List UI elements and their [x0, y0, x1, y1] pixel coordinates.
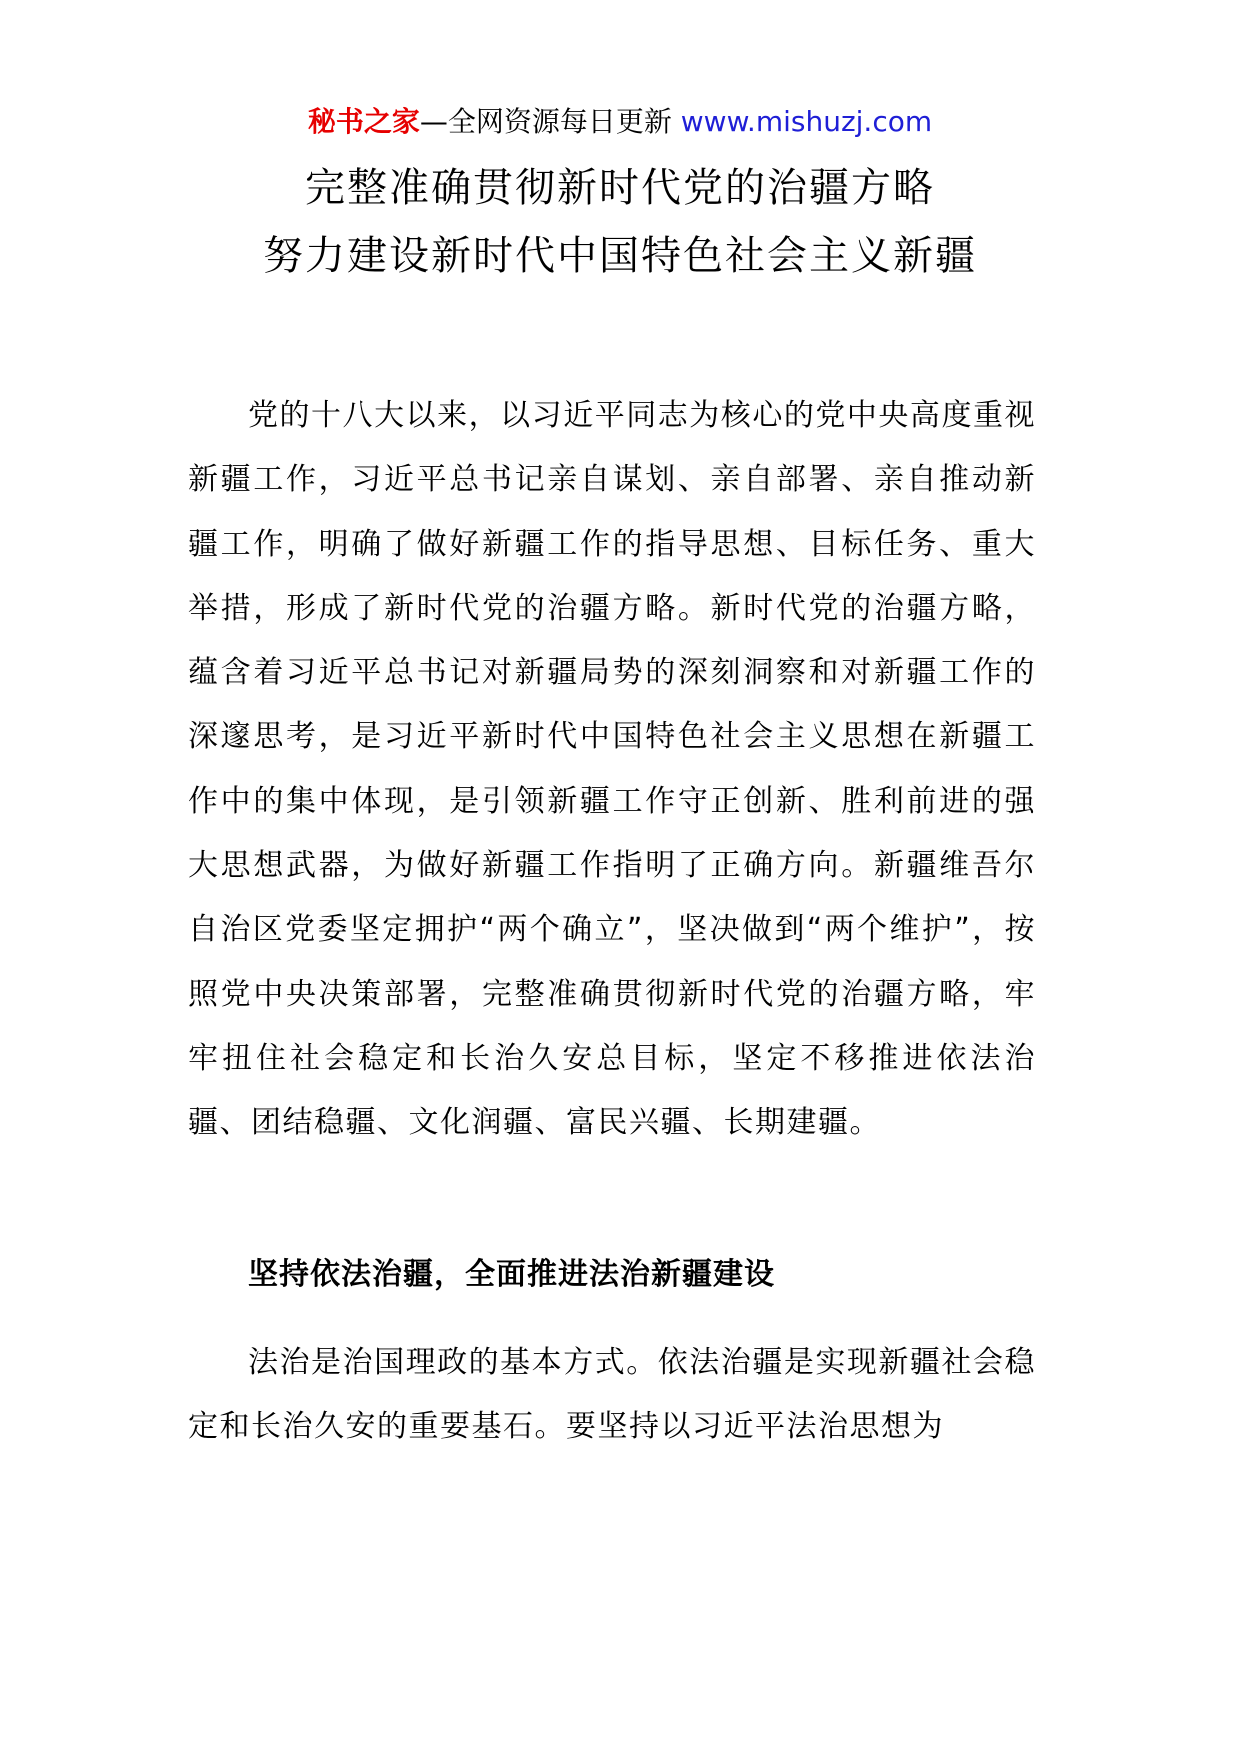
body-paragraph-2: 法治是治国理政的基本方式。依法治疆是实现新疆社会稳定和长治久安的重要基石。要坚持以习近平法治思想为: [188, 1345, 1036, 1445]
brand-name: 秘书之家: [307, 105, 420, 138]
body-paragraph-1: 党的十八大以来，以习近平同志为核心的党中央高度重视新疆工作，习近平总书记亲自谋划、亲自部署、亲自推动新疆工作，明确了做好新疆工作的指导思想、目标任务、重大举措，形成了新时代党的治疆方略。新时代党的治疆方略，蕴含着习近平总书记对新疆局势的深刻洞察和对新疆工作的深邃思考，是习近平新时代中国特色社会主义思想在新疆工作中的集中体现，是引领新疆工作守正创新、胜利前进的强大思想武器，为做好新疆工作指明了正确方向。新疆维吾尔自治区党委坚定拥护“两个确立”，坚决做到“两个维护”，按照党中央决策部署，完整准确贯彻新时代党的治疆方略，牢牢扭住社会稳定和长治久安总目标，坚定不移推进依法治疆、团结稳疆、文化润疆、富民兴疆、长期建疆。: [188, 398, 1036, 1141]
document-title-line-1: 完整准确贯彻新时代党的治疆方略: [305, 165, 935, 211]
site-header: [0, 102, 1240, 142]
section-heading: 坚持依法治疆，全面推进法治新疆建设: [248, 1257, 775, 1292]
document-title-line-2: 努力建设新时代中国特色社会主义新疆: [263, 233, 977, 279]
header-tagline: —全网资源每日更新: [419, 105, 681, 138]
site-url-link[interactable]: www.mishuzj.com: [680, 105, 933, 138]
